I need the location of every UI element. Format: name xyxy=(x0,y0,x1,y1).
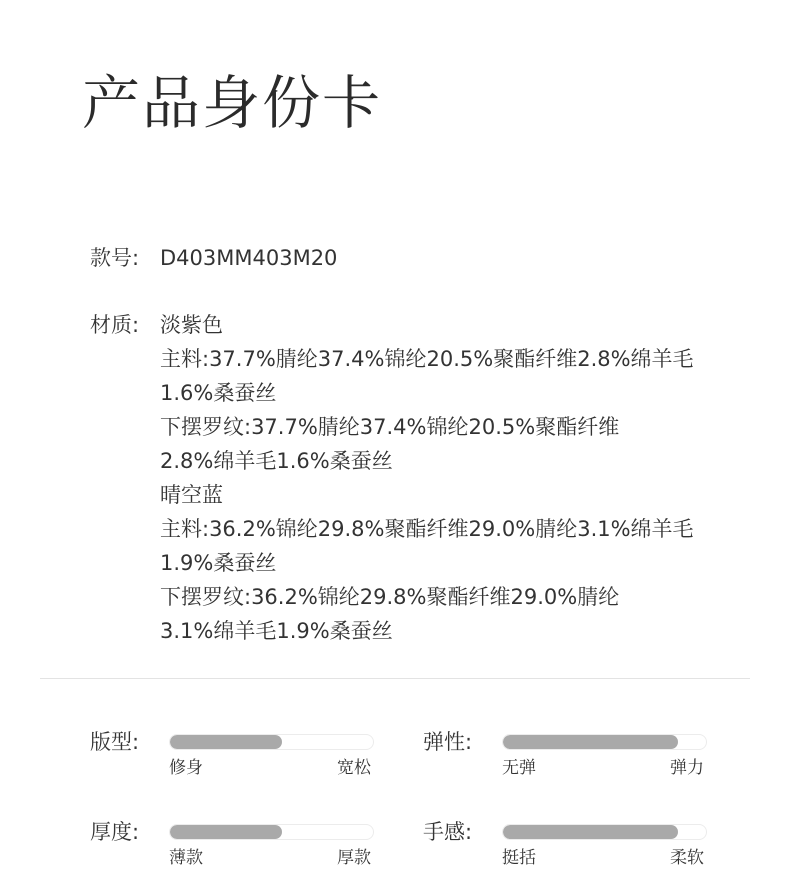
material-label: 材质: xyxy=(90,313,140,337)
fit-scale-track xyxy=(169,734,374,750)
sky-blue-hem-line-1: 下摆罗纹:36.2%锦纶29.8%聚酯纤维29.0%腈纶 xyxy=(160,585,620,609)
color-name-lavender: 淡紫色 xyxy=(160,313,223,337)
fit-scale-fill xyxy=(170,735,282,749)
material-row xyxy=(90,308,223,342)
hand-feel-label: 手感: xyxy=(423,820,473,844)
fit-label: 版型: xyxy=(90,730,140,754)
hand-feel-scale-fill xyxy=(503,825,678,839)
thickness-scale-track xyxy=(169,824,374,840)
hand-feel-scale-track xyxy=(502,824,707,840)
elasticity-scale-left-label: 无弹 xyxy=(502,758,536,778)
elasticity-scale-track xyxy=(502,734,707,750)
elasticity-label: 弹性: xyxy=(423,730,473,754)
color-name-sky-blue: 晴空蓝 xyxy=(160,483,223,507)
hand-feel-scale-right-label: 柔软 xyxy=(670,848,704,868)
style-number-label: 款号: xyxy=(90,246,140,270)
page-title: 产品身份卡 xyxy=(82,69,383,137)
style-number-row xyxy=(90,241,337,275)
fit-scale-right-label: 宽松 xyxy=(337,758,371,778)
sky-blue-hem-line-2: 3.1%绵羊毛1.9%桑蚕丝 xyxy=(160,619,393,643)
style-number-value: D403MM403M20 xyxy=(160,246,338,270)
sky-blue-main-line-1: 主料:36.2%锦纶29.8%聚酯纤维29.0%腈纶3.1%绵羊毛 xyxy=(160,517,694,541)
fit-scale-left-label: 修身 xyxy=(169,758,203,778)
thickness-label: 厚度: xyxy=(90,820,140,844)
thickness-scale-right-label: 厚款 xyxy=(337,848,371,868)
elasticity-scale-right-label: 弹力 xyxy=(670,758,704,778)
hand-feel-scale-left-label: 挺括 xyxy=(502,848,536,868)
sky-blue-main-line-2: 1.9%桑蚕丝 xyxy=(160,551,277,575)
thickness-scale-fill xyxy=(170,825,282,839)
elasticity-scale-fill xyxy=(503,735,678,749)
lavender-hem-line-2: 2.8%绵羊毛1.6%桑蚕丝 xyxy=(160,449,393,473)
lavender-hem-line-1: 下摆罗纹:37.7%腈纶37.4%锦纶20.5%聚酯纤维 xyxy=(160,415,620,439)
lavender-main-line-2: 1.6%桑蚕丝 xyxy=(160,381,277,405)
lavender-main-line-1: 主料:37.7%腈纶37.4%锦纶20.5%聚酯纤维2.8%绵羊毛 xyxy=(160,347,694,371)
section-divider xyxy=(40,678,750,679)
thickness-scale-left-label: 薄款 xyxy=(169,848,203,868)
